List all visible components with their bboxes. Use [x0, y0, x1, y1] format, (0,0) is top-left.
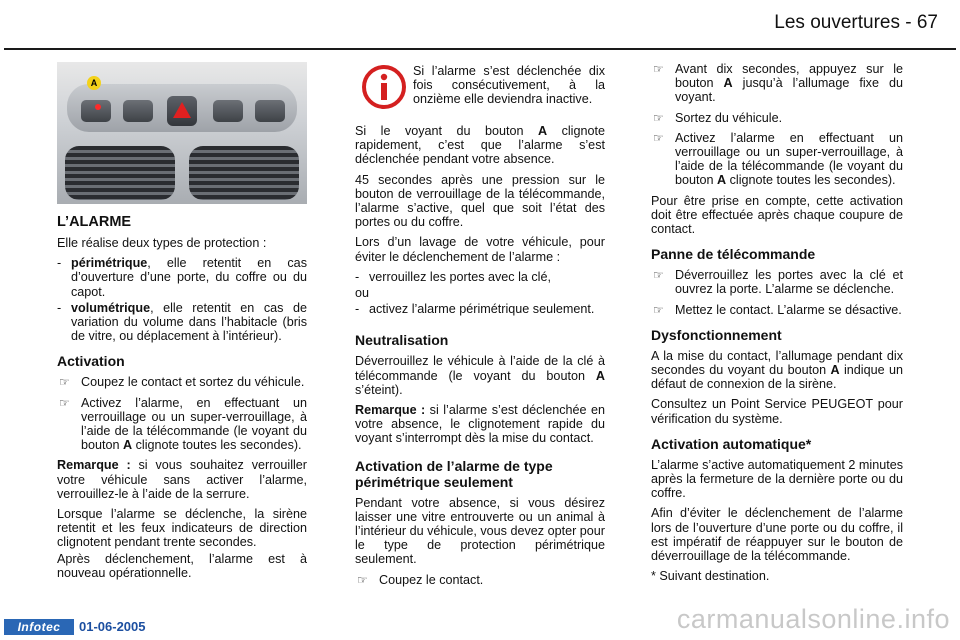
page-title: Les ouvertures - 67: [774, 12, 938, 33]
hand-pointing-icon: ☞: [357, 572, 368, 587]
hand-pointing-icon: ☞: [653, 62, 664, 76]
paragraph: Lorsque l’alarme se déclenche, la sirène retentit et les feux indicateurs de direction clignotent pendant trente secondes.: [57, 507, 307, 550]
heading-auto-activation: Activation automatique*: [651, 435, 812, 452]
paragraph: Pour être prise en compte, cette activation doit être effectuée après chaque coupure de contact.: [651, 193, 903, 237]
switch-button-4: [255, 100, 285, 122]
intro-text: Elle réalise deux types de protection :: [57, 236, 267, 250]
heading-malfunction: Dysfonctionnement: [651, 326, 782, 343]
column-3: [651, 62, 903, 589]
alarm-led: [95, 104, 101, 110]
paragraph: Si le voyant du bouton A clignote rapidement, c’est que l’alarme s’est déclenchée pendant votre absence.: [355, 124, 605, 167]
list-item: ☞ Avant dix secondes, appuyez sur le bouton A jusqu’à l’allumage fixe du voyant.: [653, 62, 903, 105]
list-item: - volumétrique, elle retentit en cas de variation du volume dans l’habitacle (bris de vitre, ou déplacement à l’intérieur).: [57, 300, 307, 344]
list-item: - activez l’alarme périmétrique seulement.: [355, 302, 595, 317]
info-box: [355, 64, 605, 116]
paragraph: 45 secondes après une pression sur le bouton de verrouillage de la télécommande, l’alarme s’active, quel que soit l’état des portes ou du coffre.: [355, 172, 605, 230]
dashboard-photo: [57, 62, 307, 204]
heading-alarm: L’ALARME: [57, 214, 132, 230]
heading-remote-failure: Panne de télécommande: [651, 246, 816, 263]
paragraph: Consultez un Point Service PEUGEOT pour vérification du système.: [651, 397, 903, 426]
hand-pointing-icon: ☞: [653, 130, 664, 145]
header-rule: [4, 48, 956, 50]
paragraph: L’alarme s’active automatiquement 2 minutes après la fermeture de la dernière porte ou du coffre.: [651, 457, 904, 501]
hazard-button: [167, 96, 197, 126]
list-item: ☞ Coupez le contact.: [357, 572, 484, 587]
or-text: ou: [355, 286, 370, 301]
list-item: ☞ Mettez le contact. L’alarme se désactive.: [653, 302, 902, 317]
info-icon: [355, 64, 413, 116]
switch-button-2: [123, 100, 153, 122]
air-vent-left: [65, 146, 175, 200]
list-item: ☞ Coupez le contact et sortez du véhicule.: [59, 375, 305, 390]
hand-pointing-icon: ☞: [59, 375, 70, 390]
list-item: - périmétrique, elle retentit en cas d’ouverture d’une porte, du coffre ou du capot.: [57, 256, 307, 299]
footnote: * Suivant destination.: [651, 569, 770, 584]
hand-pointing-icon: ☞: [59, 395, 70, 410]
paragraph: A la mise du contact, l’allumage pendant dix secondes du voyant du bouton A indique un défaut de connexion de la sirène.: [651, 348, 904, 392]
list-item: ☞ Sortez du véhicule.: [653, 110, 783, 125]
photo-label-a: A: [87, 76, 101, 90]
paragraph: Après déclenchement, l’alarme est à nouveau opérationnelle.: [57, 551, 307, 580]
infotec-logo: Infotec: [4, 619, 74, 635]
list-item: ☞ Activez l’alarme, en effectuant un verrouillage ou un super-verrouillage, à l’aide de la télécommande (le voyant du bouton A clignote toutes les secondes).: [59, 395, 307, 453]
watermark: carmanualsonline.info: [676, 604, 950, 634]
heading-perimetric: Activation de l’alarme de type périmétrique seulement: [355, 457, 553, 490]
hand-pointing-icon: ☞: [653, 302, 664, 317]
list-item: ☞ Déverrouillez les portes avec la clé et ouvrez la porte. L’alarme se déclenche.: [653, 268, 903, 297]
footer-date: 01-06-2005: [79, 619, 146, 634]
air-vent-right: [189, 146, 299, 200]
remark: Remarque : si vous souhaitez verrouiller votre véhicule sans activer l’alarme, verrouillez-le à l’aide de la serrure.: [57, 458, 307, 501]
paragraph: Pendant votre absence, si vous désirez laisser une vitre entrouverte ou un animal à l’intérieur du véhicule, vous devez opter pour le type de protection périmétrique seulement.: [355, 495, 605, 567]
paragraph: Déverrouillez le véhicule à l’aide de la clé à télécommande (le voyant du bouton A s’éteint).: [355, 354, 605, 397]
list-item: ☞ Activez l’alarme en effectuant un verrouillage ou un super-verrouillage, à l’aide de la télécommande (le voyant du bouton A clignote toutes les secondes).: [653, 130, 903, 188]
column-1: [57, 62, 307, 586]
heading-activation: Activation: [57, 353, 125, 370]
hand-pointing-icon: ☞: [653, 110, 664, 125]
remark: Remarque : si l’alarme s’est déclenchée en votre absence, le clignotement rapide du voyant s’interrompt dès la mise du contact.: [355, 403, 605, 446]
hand-pointing-icon: ☞: [653, 268, 664, 283]
paragraph: Lors d’un lavage de votre véhicule, pour éviter le déclenchement de l’alarme :: [355, 235, 605, 264]
heading-neutralisation: Neutralisation: [355, 332, 449, 349]
paragraph: Afin d’éviter le déclenchement de l’alarme lors de l’ouverture d’une porte ou du coffre, il est impératif de réappuyer sur le bouton de déverrouillage de la télécommande.: [651, 506, 903, 564]
switch-button-3: [213, 100, 243, 122]
list-item: - verrouillez les portes avec la clé,: [355, 269, 551, 284]
info-text: Si l’alarme s’est déclenchée dix fois consécutivement, à la onzième elle deviendra inactive.: [413, 64, 605, 107]
column-2: [355, 64, 605, 593]
